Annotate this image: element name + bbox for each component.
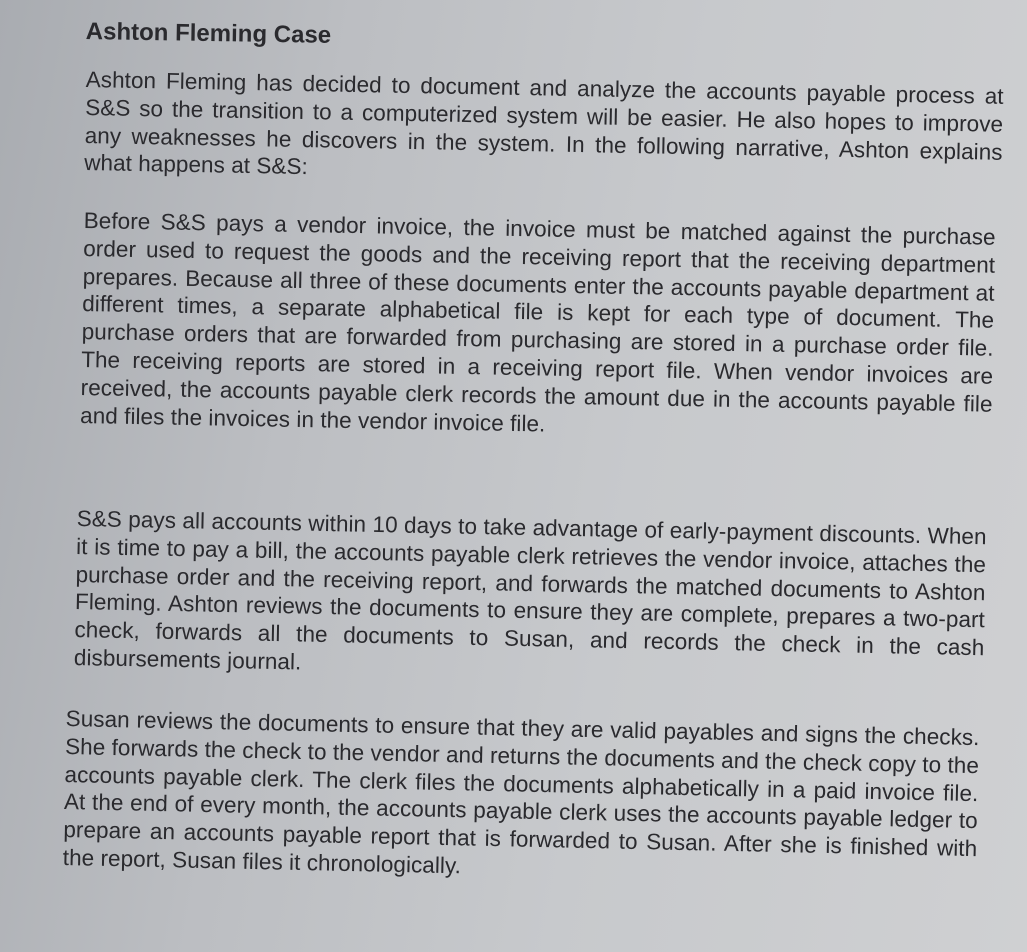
- paragraph-review: Susan reviews the documents to ensure that they are valid payables and signs the checks. She forwards the check to the vendor and returns the documents and the check copy to the accounts payable clerk. The clerk files the documents alphabetically in a paid invoice file. At the end of every month, the accounts payable clerk uses the accounts payable ledger to prepare an accounts payable report that is forwarded to Susan. After she is finished with the report, Susan files it chronologically.: [62, 705, 980, 879]
- document-title: Ashton Fleming Case: [85, 18, 332, 49]
- paragraph-matching: Before S&S pays a vendor invoice, the invoice must be matched against the purchase order used to request the goods and the receiving report that the receiving department prepares. Because all three of these documents enter the accounts payable department at different times, a separate alphabetical file is kept for each type of document. The purchase orders that are forwarded from purchasing are stored in a purchase order file. The receiving reports are stored in a receiving report file. When vendor invoices are received, the accounts payable clerk records the amount due in the accounts payable file and files the invoices in the vendor invoice file.: [79, 207, 996, 437]
- paragraph-payment: S&S pays all accounts within 10 days to take advantage of early-payment discounts. When it is time to pay a bill, the accounts payable clerk retrieves the vendor invoice, attaches the purchase order and the receiving report, and forwards the matched documents to Ashton Fleming. Ashton reviews the documents to ensure they are complete, prepares a two-part check, forwards all the documents to Susan, and records the check in the cash disbursements journal.: [73, 505, 987, 675]
- paragraph-intro: Ashton Fleming has decided to document and analyze the accounts payable process at S&S so the transition to a computerized system will be easier. He also hopes to improve any weaknesses he discovers in the system. In the following narrative, Ashton explains what happens at S&S:: [83, 66, 1004, 180]
